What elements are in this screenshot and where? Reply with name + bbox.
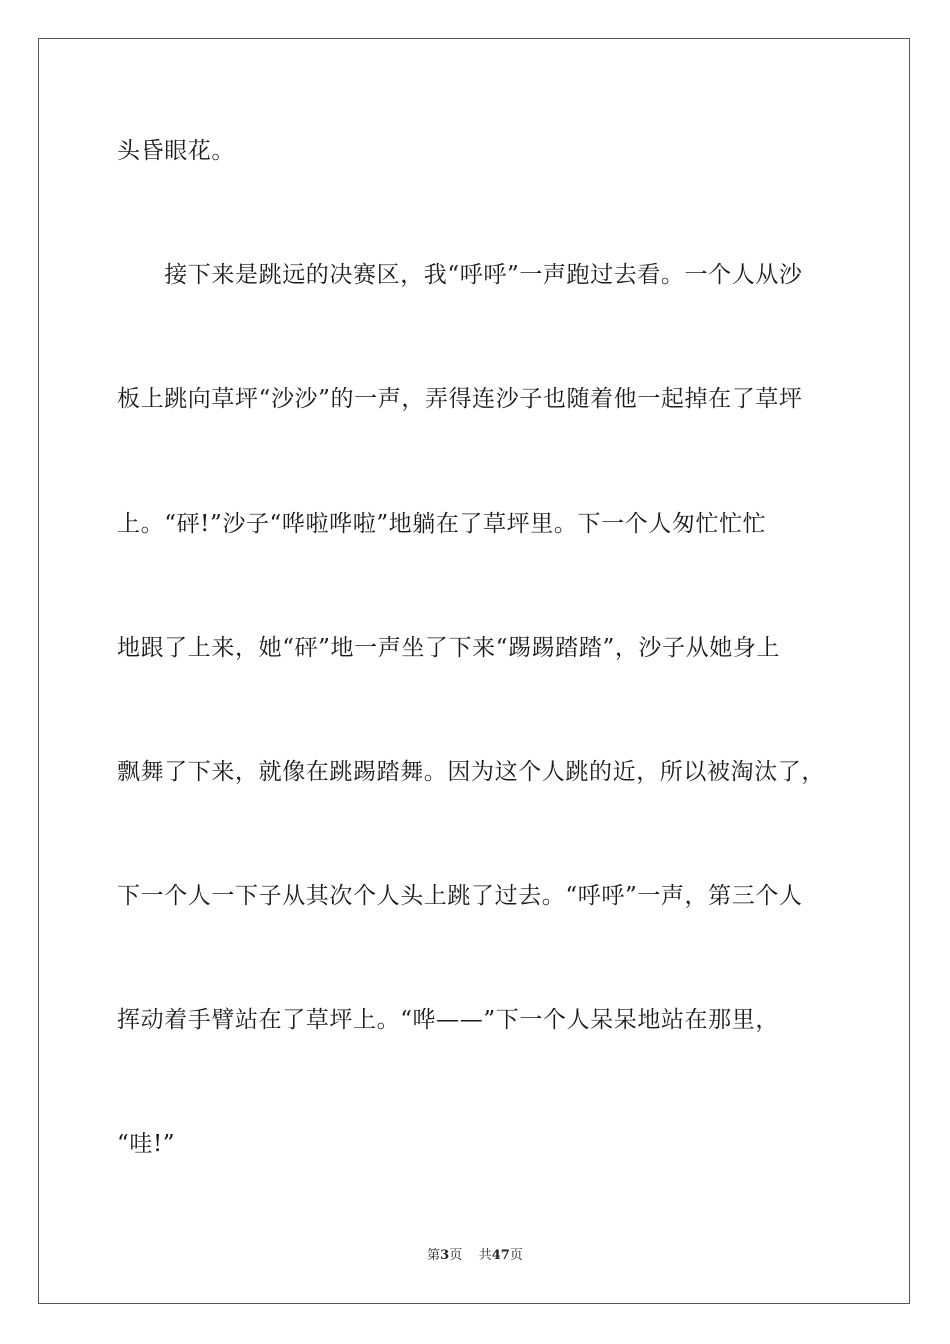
- page-border: [38, 38, 910, 1304]
- footer-total-pages: 47: [491, 1248, 510, 1263]
- text-line-8: 挥动着手臂站在了草坪上。“哗——”下一个人呆呆地站在那里，: [117, 1007, 779, 1033]
- footer-total-suffix: 页: [509, 1248, 523, 1263]
- footer-total-prefix: 共: [478, 1248, 492, 1263]
- text-line-2: 接下来是跳远的决赛区，我“呼呼”一声跑过去看。一个人从沙: [117, 262, 803, 288]
- text-line-5: 地跟了上来，她“砰”地一声坐了下来“踢踢踏踏”，沙子从她身上: [117, 635, 781, 661]
- text-line-6: 飘舞了下来，就像在跳踢踏舞。因为这个人跳的近，所以被淘汰了，: [117, 759, 825, 785]
- text-line-7: 下一个人一下子从其次个人头上跳了过去。“呼呼”一声，第三个人: [117, 883, 803, 909]
- text-line-4: 上。“砰!”沙子“哗啦哗啦”地躺在了草坪里。下一个人匆忙忙忙: [117, 511, 767, 537]
- footer-page-prefix: 第: [427, 1248, 441, 1263]
- text-line-3: 板上跳向草坪“沙沙”的一声，弄得连沙子也随着他一起掉在了草坪: [117, 386, 803, 412]
- page-footer: [0, 1248, 950, 1264]
- text-line-9: “哇!”: [117, 1131, 176, 1157]
- footer-page-suffix: 页: [449, 1248, 463, 1263]
- footer-page-number: 3: [440, 1248, 450, 1263]
- text-line-1: 头昏眼花。: [117, 138, 235, 164]
